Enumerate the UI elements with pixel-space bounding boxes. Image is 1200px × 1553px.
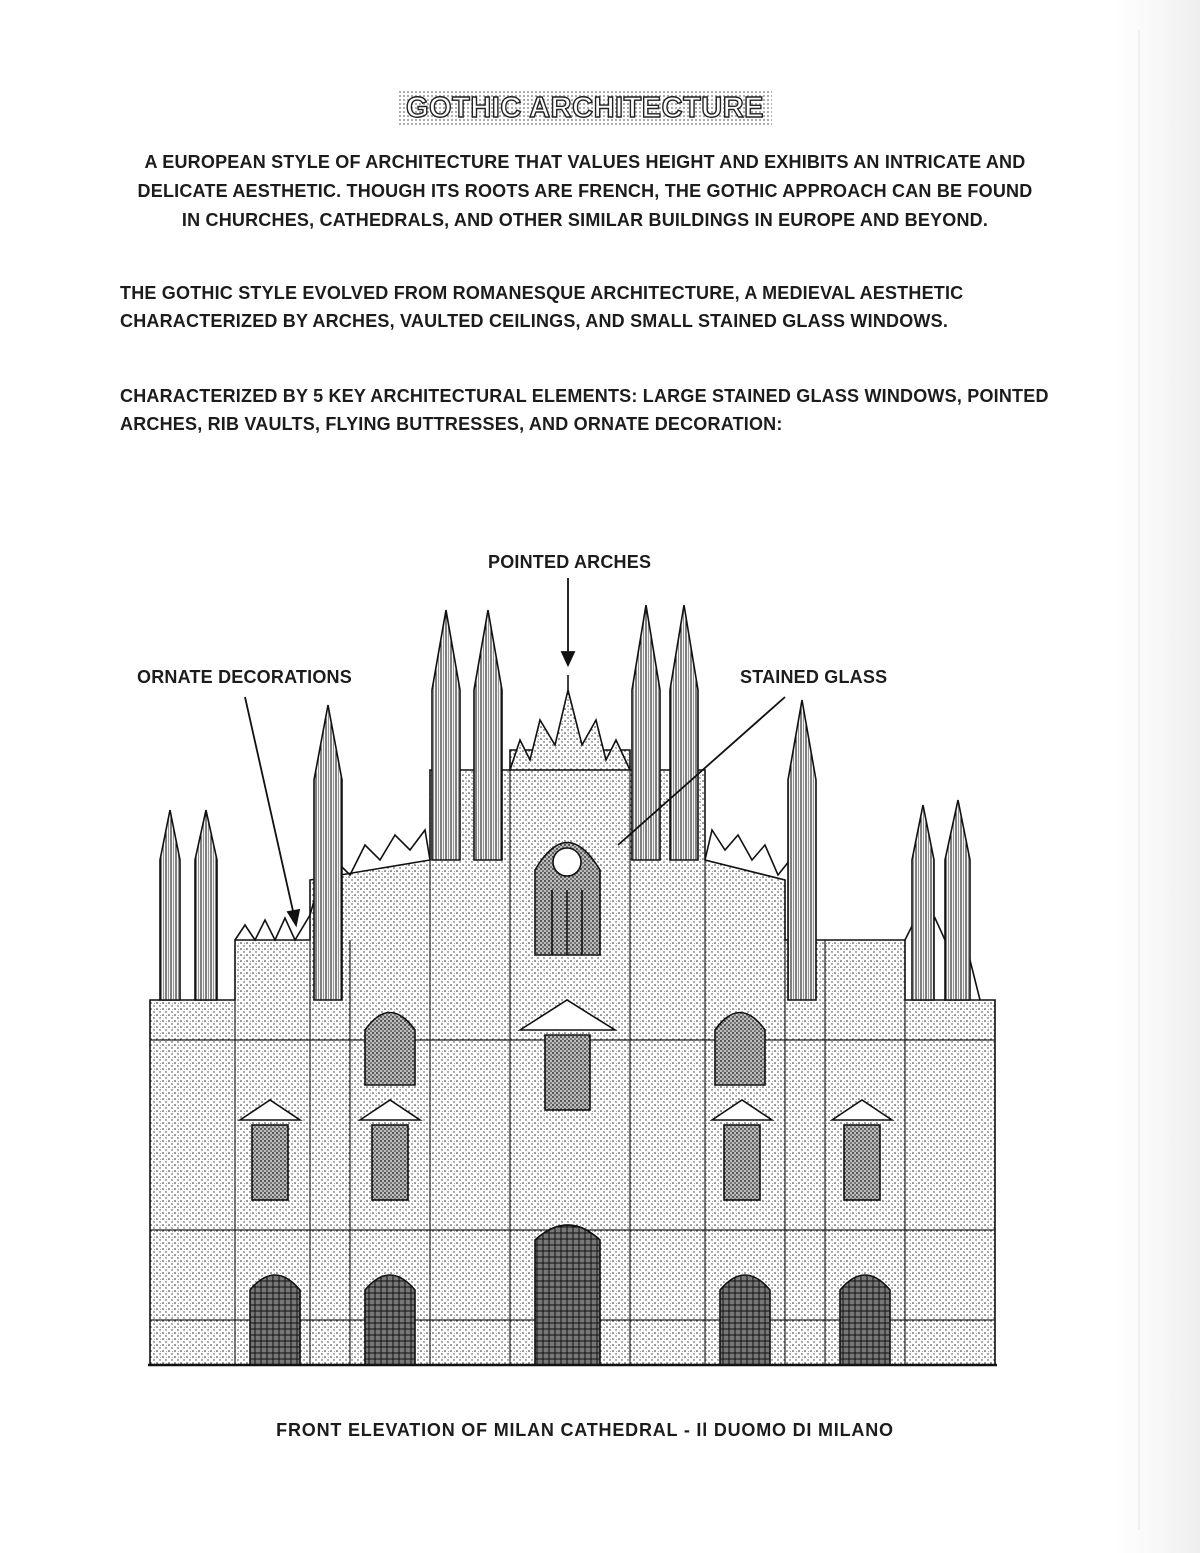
intro-paragraph: A EUROPEAN STYLE OF ARCHITECTURE THAT VALUES HEIGHT AND EXHIBITS AN INTRICATE AND DELICATE AESTHETIC. THOUGH ITS ROOTS ARE FRENCH, THE GOTHIC APPROACH CAN BE FOUND IN CHURCHES, CATHEDRALS, AND OTHER SIMILAR BUILDINGS IN EUROPE AND BEYOND. <box>137 152 1033 230</box>
spire-far-right-a <box>912 805 934 1000</box>
spire-center-left-a <box>432 610 460 860</box>
label-ornate-decorations: ORNATE DECORATIONS <box>137 667 352 687</box>
spire-inner-right <box>788 700 816 1000</box>
door-2 <box>365 1275 415 1365</box>
spire-center-left-b <box>474 610 502 860</box>
door-1 <box>250 1275 300 1365</box>
window-lower-3 <box>724 1125 760 1200</box>
window-lower-4 <box>844 1125 880 1200</box>
door-main <box>535 1225 600 1365</box>
window-center-mid <box>545 1035 590 1110</box>
spire-center-right-a <box>632 605 660 860</box>
window-lower-2 <box>372 1125 408 1200</box>
door-4 <box>720 1275 770 1365</box>
spire-far-right-b <box>945 800 970 1000</box>
label-stained-glass: STAINED GLASS <box>740 667 888 687</box>
door-5 <box>840 1275 890 1365</box>
romanesque-paragraph: THE GOTHIC STYLE EVOLVED FROM ROMANESQUE ARCHITECTURE, A MEDIEVAL AESTHETIC CHARACTERIZED BY ARCHES, VAULTED CEILINGS, AND SMALL STAINED GLASS WINDOWS. <box>120 283 964 331</box>
spire-far-left-a <box>160 810 180 1000</box>
label-pointed-arches: POINTED ARCHES <box>488 552 652 572</box>
spire-inner-left <box>314 705 342 1000</box>
window-upper-left <box>365 1013 415 1086</box>
window-lower-1 <box>252 1125 288 1200</box>
spire-far-left-b <box>195 810 217 1000</box>
window-upper-right <box>715 1013 765 1086</box>
central-gable <box>510 690 630 770</box>
spire-center-right-b <box>670 605 698 860</box>
figure-caption: FRONT ELEVATION OF MILAN CATHEDRAL - Il DUOMO DI MILANO <box>276 1420 894 1440</box>
page-title: GOTHIC ARCHITECTURE <box>398 90 772 127</box>
ornate-decorations-arrow <box>245 697 295 920</box>
key-elements-paragraph: CHARACTERIZED BY 5 KEY ARCHITECTURAL ELEMENTS: LARGE STAINED GLASS WINDOWS, POINTED ARCHES, RIB VAULTS, FLYING BUTTRESSES, AND ORNATE DECORATION: <box>120 386 1049 434</box>
